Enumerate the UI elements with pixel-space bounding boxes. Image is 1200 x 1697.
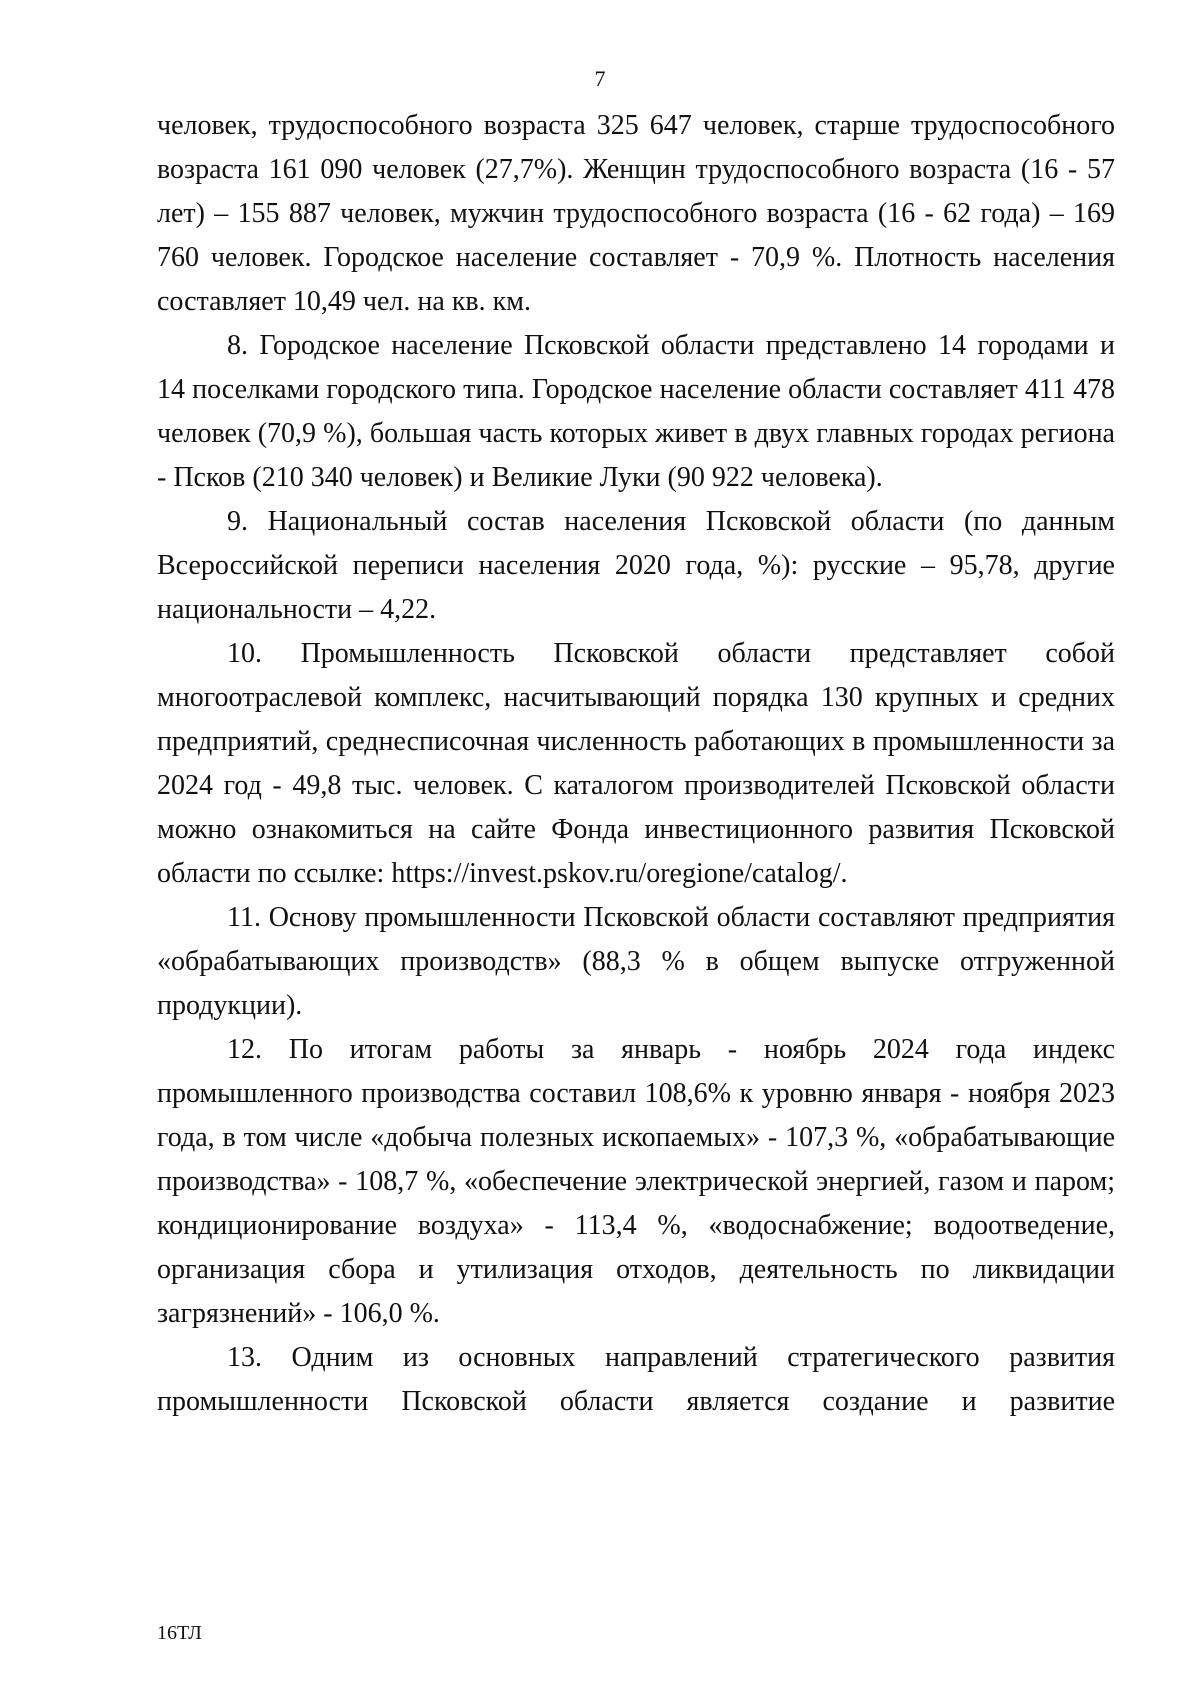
paragraph-population-continued: человек, трудоспособного возраста 325 647 человек, старше трудоспособного возраста 161 090 человек (27,7%). Женщин трудоспособного возраста (16 - 57 лет) – 155 887 человек, мужчин трудоспособного возраста (16 - 62 года) – 169 760 человек. Городское население составляет - 70,9 %. Плотность населения составляет 10,49 чел. на кв. км. [157, 110, 1115, 317]
page-number: 7 [594, 66, 606, 91]
paragraph-10-industry: 10. Промышленность Псковской области представляет собой многоотраслевой комплекс, насчитывающий порядка 130 крупных и средних предприятий, среднесписочная численность работающих в промышленности за 2024 год - 49,8 тыс. человек. С каталогом производителей Псковской области можно ознакомиться на сайте Фонда инвестиционного развития Псковской области по ссылке: https://invest.pskov.ru/oregione/catalog/. [157, 638, 1115, 889]
document-body [157, 104, 1115, 1424]
paragraph-12-production-index: 12. По итогам работы за январь - ноябрь 2024 года индекс промышленного производства составил 108,6% к уровню января - ноября 2023 года, в том числе «добыча полезных ископаемых» - 107,3 %, «обрабатывающие производства» - 108,7 %, «обеспечение электрической энергией, газом и паром; кондиционирование воздуха» - 113,4 %, «водоснабжение; водоотведение, организация сбора и утилизация отходов, деятельность по ликвидации загрязнений» - 106,0 %. [157, 1034, 1115, 1329]
paragraph-11-manufacturing-basis: 11. Основу промышленности Псковской области составляют предприятия «обрабатывающих производств» (88,3 % в общем выпуске отгруженной продукции). [157, 902, 1115, 1021]
footer-mark: 16ТЛ [157, 1622, 202, 1644]
paragraph-13-strategic-direction: 13. Одним из основных направлений стратегического развития промышленности Псковской области является создание и развитие [157, 1342, 1115, 1417]
paragraph-9-national-composition: 9. Национальный состав населения Псковской области (по данным Всероссийской переписи населения 2020 года, %): русские – 95,78, другие национальности – 4,22. [157, 506, 1115, 625]
paragraph-8-urban-population: 8. Городское население Псковской области представлено 14 городами и 14 поселками городского типа. Городское население области составляет 411 478 человек (70,9 %), большая часть которых живет в двух главных городах региона - Псков (210 340 человек) и Великие Луки (90 922 человека). [157, 330, 1115, 493]
